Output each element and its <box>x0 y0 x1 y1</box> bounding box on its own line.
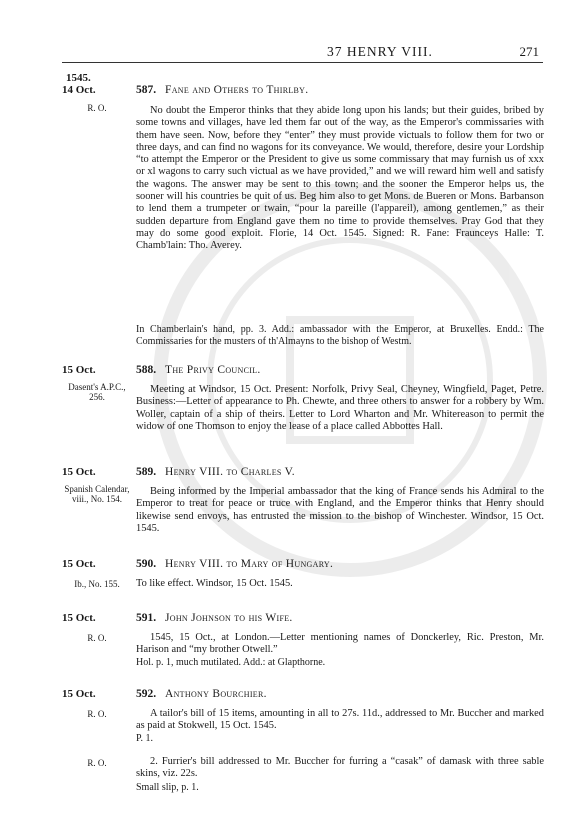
entry-date: 15 Oct. <box>62 612 96 624</box>
entry-heading: Fane and Others to Thirlby. <box>165 84 309 96</box>
entry-heading: The Privy Council. <box>165 364 261 376</box>
entry-number: 591. <box>136 612 157 624</box>
entry-heading: Henry VIII. to Charles V. <box>165 466 295 478</box>
entry-date: 15 Oct. <box>62 558 96 570</box>
entry-date: 15 Oct. <box>62 688 96 700</box>
entry-number: 590. <box>136 558 157 570</box>
entry-title <box>136 84 308 96</box>
entry-number: 588. <box>136 364 157 376</box>
entry-heading: John Johnson to his Wife. <box>165 612 293 624</box>
entry-source: R. O. <box>87 633 107 643</box>
page-number: 271 <box>519 44 539 59</box>
entry-title <box>136 364 261 376</box>
entry-note: Small slip, p. 1. <box>136 782 199 793</box>
entry-body: A tailor's bill of 15 items, amounting in all to 27s. 11d., addressed to Mr. Buccher and marked as paid at Stokwell, 15 Oct. 1545. <box>136 708 544 732</box>
entry-title <box>136 558 333 570</box>
entry-note: Hol. p. 1, much mutilated. Add.: at Glapthorne. <box>136 657 326 668</box>
entry-number: 589. <box>136 466 157 478</box>
entry-body: To like effect. Windsor, 15 Oct. 1545. <box>136 578 293 589</box>
entry-body: Meeting at Windsor, 15 Oct. Present: Norfolk, Privy Seal, Cheyney, Wingfield, Paget, Petre. Business:—Letter of appearance to Ph. Chewte, and three others to answer for a robbery by Wm. Woller, captain of a ship of theirs. Letter to Lord Wharton and Mr. Whitereason to permit the widow of one Thomson to enjoy the lease of a place called Abbottes Hall. <box>136 384 544 432</box>
entry-number: 592. <box>136 688 157 700</box>
entry-body: Being informed by the Imperial ambassador that the king of France sends his Admiral to the Emperor to treat for peace or truce with England, and the Emperor thinks that Henry should likewise send envoys, has entrusted the mission to the bishop of Winchester. Windsor, 15 Oct. 1545. <box>136 486 544 534</box>
entry-title <box>136 688 267 700</box>
entry-heading: Henry VIII. to Mary of Hungary. <box>165 558 334 570</box>
entry-date: 15 Oct. <box>62 466 96 478</box>
entry-body: 1545, 15 Oct., at London.—Letter mentioning names of Donckerley, Ric. Preston, Mr. Harison and “my brother Otwell.” <box>136 632 544 656</box>
entry-source: Spanish Calendar, viii., No. 154. <box>64 484 130 504</box>
entry-note: In Chamberlain's hand, pp. 3. Add.: ambassador with the Emperor, at Bruxelles. Endd.: The Commissaries for the musters of th'Almayns to the bishop of Westm. <box>136 324 544 348</box>
entry-title <box>136 612 293 624</box>
year-marker: 1545. <box>66 72 91 84</box>
entry-body: 2. Furrier's bill addressed to Mr. Buccher for furring a “casak” of damask with three sable skins, viz. 22s. <box>136 756 544 780</box>
entry-date: 14 Oct. <box>62 84 96 96</box>
entry-date: 15 Oct. <box>62 364 96 376</box>
page-header <box>62 44 543 63</box>
entry-source: Ib., No. 155. <box>74 579 120 589</box>
entry-heading: Anthony Bourchier. <box>165 688 267 700</box>
entry-note: P. 1. <box>136 733 153 744</box>
entry-title <box>136 466 295 478</box>
running-title: 37 HENRY VIII. <box>327 44 433 59</box>
entry-number: 587. <box>136 84 157 96</box>
entry-source: R. O. <box>87 758 107 768</box>
entry-source: R. O. <box>87 709 107 719</box>
entry-body: No doubt the Emperor thinks that they abide long upon his lands; but their guides, bribed by some towns and villages, have led them far out of the way, as the Emperor's commissaries with them have seen. Now, before they “enter” they must provide victuals to follow them for two or three days, and can find no wagons for its conveyance. We would, therefore, desire your Lordship “to attempt the Emperor or the President to give us some commissary that may furnish us of xxx or xl wagons to carry such victual as we have provided,” and we will reward him well and satisfy the wagons. The answer may be sent to this town; and the sooner the Emperor helps us, the sooner will his countries be quit of us. Beg him also to get Mons. de Bueren or Mons. Barbanson to lend them a trumpeter or twain, “pour la pareille (l'appareil), among gentlemen,” as their sudden departure from England gave them no time to provide themselves. Pray God that they may do some good exploit. Florie, 14 Oct. 1545. Signed: R. Fane: Frаunceys Halle: T. Chamb'lain: Tho. Averey. <box>136 105 544 252</box>
entry-source: Dasent's A.P.C., 256. <box>68 382 126 402</box>
entry-source: R. O. <box>87 103 107 113</box>
